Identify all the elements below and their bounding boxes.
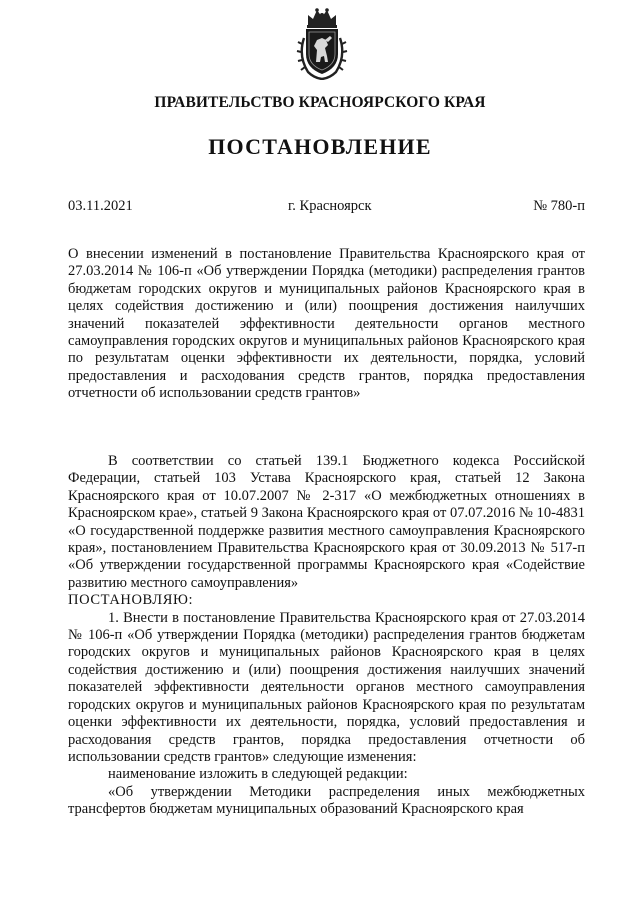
document-body (68, 453, 585, 819)
item-1-subparagraph: наименование изложить в следующей редакции: (108, 766, 408, 783)
document-type: ПОСТАНОВЛЕНИЕ (208, 134, 432, 159)
decree-word: ПОСТАНОВЛЯЮ: (68, 592, 194, 609)
document-date: 03.11.2021 (68, 198, 133, 214)
document-title-text: О внесении изменений в постановление Правительства Красноярского края от 27.03.2014 № 106-п «Об утверждении Порядка (методики) распределения грантов бюджетам городских округов и муниципальных районов Красноярского края в целях содействия достижению и (или) поощрения достижения наилучших значений показателей эффективности деятельности органов местного самоуправления городских округов и муниципальных районов Красноярского края по результатам оценки эффективности их деятельности, порядка, условий предоставления и расходования средств грантов, порядка предоставления отчетности об использовании средств грантов» (68, 246, 585, 402)
preamble-paragraph: В соответствии со статьей 139.1 Бюджетного кодекса Российской Федерации, статьей 103 Устава Красноярского края, статьей 12 Закона Красноярского края от 10.07.2007 № 2-317 «О межбюджетных отношениях в Красноярском крае», статьей 9 Закона Красноярского края от 07.07.2016 № 10-4831 «О государственной поддержке развития местного самоуправления Красноярского края», постановлением Правительства Красноярского края от 30.09.2013 № 517-п «Об утверждении государственной программы Красноярского края «Содействие развитию местного самоуправления» (68, 453, 585, 591)
item-1-quote: «Об утверждении Методики распределения иных межбюджетных трансфертов бюджетам муниципальных образований Красноярского края (68, 783, 585, 818)
krasnoyarsk-coat-of-arms-icon (292, 4, 352, 80)
document-title (68, 246, 585, 403)
document-city: г. Красноярск (288, 198, 372, 214)
item-1-paragraph: 1. Внести в постановление Правительства Красноярского края от 27.03.2014 № 106-п «Об утверждении Порядка (методики) распределения грантов бюджетам городских округов и муниципальных районов Красноярского края в целях содействия достижению и (или) поощрения достижения наилучших значений показателей эффективности деятельности органов местного самоуправления городских округов и муниципальных районов Красноярского края по результатам оценки эффективности их деятельности, порядка, условий предоставления и расходования средств грантов, порядка предоставления отчетности об использовании средств грантов» следующие изменения: (68, 609, 585, 765)
organization-name: ПРАВИТЕЛЬСТВО КРАСНОЯРСКОГО КРАЯ (154, 94, 486, 111)
document-number: № 780-п (533, 198, 585, 214)
